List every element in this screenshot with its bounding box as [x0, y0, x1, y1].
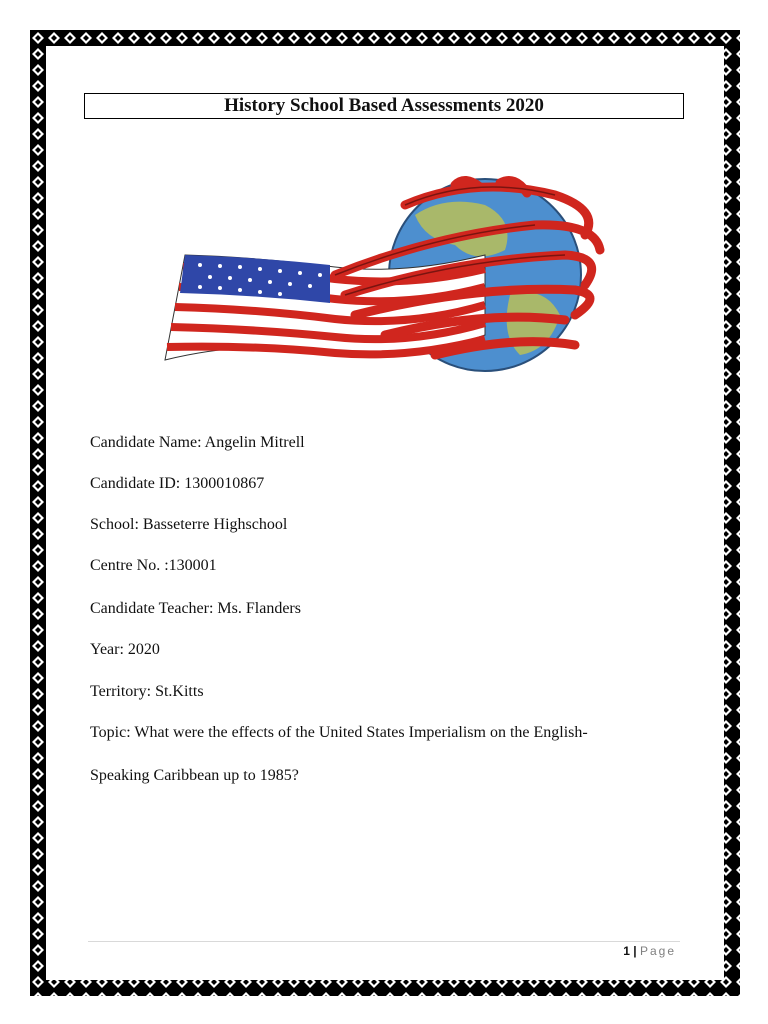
cover-illustration-flag-globe — [155, 175, 615, 395]
topic-line-1: Topic: What were the effects of the United States Imperialism on the English- — [90, 724, 588, 741]
candidate-teacher: Candidate Teacher: Ms. Flanders — [90, 600, 301, 617]
school: School: Basseterre Highschool — [90, 516, 288, 533]
page-footer — [623, 944, 676, 958]
footer-divider — [88, 941, 680, 942]
candidate-name: Candidate Name: Angelin Mitrell — [90, 434, 305, 451]
page-separator: | — [633, 944, 637, 958]
centre-number: Centre No. :130001 — [90, 557, 217, 574]
page-number: 1 — [623, 944, 630, 958]
year: Year: 2020 — [90, 641, 160, 658]
document-title: History School Based Assessments 2020 — [84, 93, 684, 119]
topic-line-2: Speaking Caribbean up to 1985? — [90, 767, 299, 784]
page-label: Page — [639, 944, 676, 958]
candidate-id: Candidate ID: 1300010867 — [90, 475, 265, 492]
territory: Territory: St.Kitts — [90, 683, 204, 700]
